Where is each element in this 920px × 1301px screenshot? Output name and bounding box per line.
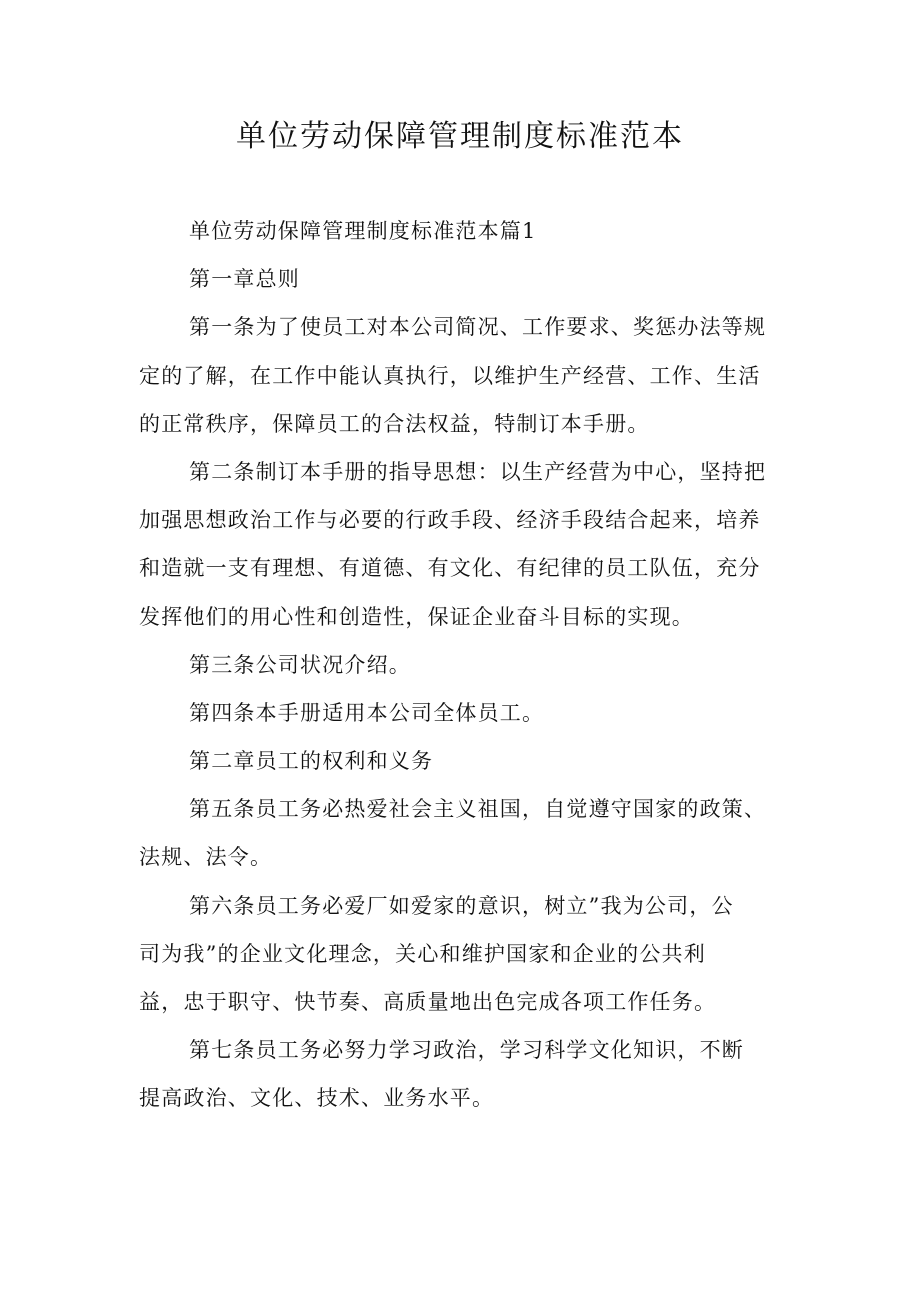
paragraph-line: 第三条公司状况介绍。 xyxy=(189,652,411,677)
paragraph-line: 法规、法令。 xyxy=(139,845,273,870)
paragraph-line: 第二条制订本手册的指导思想：以生产经营为中心，坚持把 xyxy=(189,459,767,484)
paragraph-line: 定的了解，在工作中能认真执行，以维护生产经营、工作、生活 xyxy=(139,363,761,388)
paragraph-line: 司为我”的企业文化理念，关心和维护国家和企业的公共利 xyxy=(139,941,706,966)
document-title: 单位劳动保障管理制度标准范本 xyxy=(236,119,684,154)
paragraph-line: 和造就一支有理想、有道德、有文化、有纪律的员工队伍，充分 xyxy=(139,556,761,581)
paragraph-line: 提高政治、文化、技术、业务水平。 xyxy=(139,1086,495,1111)
paragraph-line: 第一条为了使员工对本公司简况、工作要求、奖惩办法等规 xyxy=(189,315,767,340)
paragraph-line: 第六条员工务必爱厂如爱家的意识，树立”我为公司，公 xyxy=(189,893,734,918)
paragraph-line: 加强思想政治工作与必要的行政手段、经济手段结合起来，培养 xyxy=(139,508,761,533)
section-heading: 单位劳动保障管理制度标准范本篇1 xyxy=(189,219,537,243)
paragraph-line: 第五条员工务必热爱社会主义祖国，自觉遵守国家的政策、 xyxy=(189,797,767,822)
chapter-heading: 第二章员工的权利和义务 xyxy=(189,749,434,774)
paragraph-line: 第七条员工务必努力学习政治，学习科学文化知识，不断 xyxy=(189,1038,744,1063)
paragraph-line: 的正常秩序，保障员工的合法权益，特制订本手册。 xyxy=(139,411,650,436)
paragraph-line: 第四条本手册适用本公司全体员工。 xyxy=(189,700,545,725)
paragraph-line: 益，忠于职守、快节奏、高质量地出色完成各项工作任务。 xyxy=(139,990,717,1014)
document-body xyxy=(139,207,809,1123)
paragraph-line: 发挥他们的用心性和创造性，保证企业奋斗目标的实现。 xyxy=(139,604,694,629)
chapter-heading: 第一章总则 xyxy=(189,267,300,292)
